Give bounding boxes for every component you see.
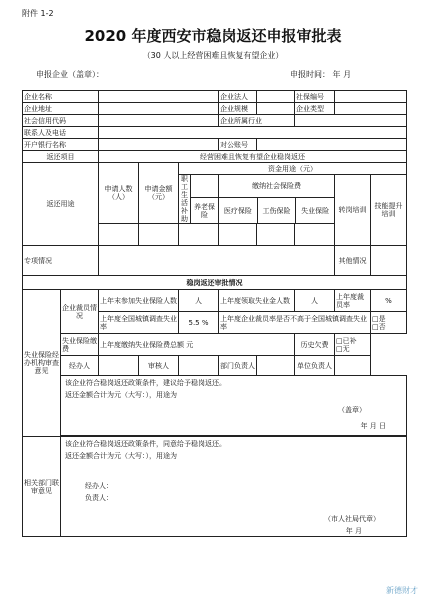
label-history: 历史欠费: [295, 334, 335, 356]
label-city-rate: 上年度全国城镇调查失业率: [99, 312, 179, 334]
label-unemp-paid: 失业保险缴费: [61, 334, 99, 356]
label-bank-name: 开户银行名称: [23, 139, 99, 151]
value-company-type[interactable]: [335, 103, 407, 115]
value-company-name[interactable]: [99, 91, 219, 103]
label-public-account: 对公账号: [219, 139, 257, 151]
checkbox-yes[interactable]: □是: [372, 314, 386, 323]
date-2: 年 月: [345, 527, 362, 535]
label-related-dept: 相关部门联审意见: [23, 437, 61, 537]
label-apply-amount: 申请金额（元）: [139, 163, 179, 224]
value-apply-amount[interactable]: [139, 224, 179, 246]
label-company-type: 企业类型: [295, 103, 335, 115]
page-subtitle: （30 人以上经营困难且恢复有望企业）: [142, 51, 284, 60]
label-company-name: 企业名称: [23, 91, 99, 103]
value-legal-person[interactable]: [257, 91, 295, 103]
label-legal-person: 企业法人: [219, 91, 257, 103]
value-industry[interactable]: [295, 115, 407, 127]
label-dept-head: 部门负责人: [219, 356, 257, 376]
value-unemp-paid: 上年度缴纳失业保险费总额 元: [99, 334, 295, 356]
label-prev-layoff-count: 上年度领取失业金人数: [219, 290, 295, 312]
label-contact-phone: 联系人及电话: [23, 127, 99, 139]
value-return-item: 经营困难且恢复有望企业稳岗返还: [99, 151, 407, 163]
approval-form: [22, 90, 407, 537]
value-injury[interactable]: [257, 224, 295, 246]
value-bank-name[interactable]: [99, 139, 219, 151]
label-return-use: 返还用途: [23, 163, 99, 246]
value-staff-subsidy[interactable]: [179, 224, 219, 246]
watermark: 新德财才: [386, 586, 418, 595]
value-credit-code[interactable]: [99, 115, 219, 127]
value-reviewer[interactable]: [179, 356, 219, 376]
label-medical: 医疗保险: [219, 198, 258, 223]
value-special-case[interactable]: [99, 246, 335, 276]
label-social-fee: 缴纳社会保险费: [252, 182, 301, 190]
annex-label: 附件 1-2: [22, 9, 54, 18]
page-title: 2020 年度西安市稳岗返还申报审批表: [84, 27, 342, 45]
label-company-scale: 企业规模: [219, 103, 257, 115]
value-dept-head[interactable]: [257, 356, 295, 376]
opinion2-line1: 该企业符合稳岗返还政策条件，同意给予稳岗返还。: [65, 440, 226, 448]
value-company-scale[interactable]: [257, 103, 295, 115]
label-layoff-info: 企业裁员情况: [61, 290, 99, 334]
label-prev-layoff-rate: 上年度裁员率: [335, 290, 371, 312]
opinion2-line2: 返还金额合计为元（大写：），用途为: [65, 452, 177, 460]
value-contact-phone[interactable]: [99, 127, 407, 139]
label-staff-subsidy: 职工生活补助: [179, 175, 191, 223]
unit-person-2: 人: [295, 290, 335, 312]
label-pension: 养老保险: [191, 197, 218, 223]
value-other-case[interactable]: [371, 246, 407, 276]
seal-1: （盖章）: [338, 406, 366, 414]
date-1: 年 月 日: [360, 422, 386, 430]
label-unit-head: 单位负责人: [295, 356, 335, 376]
label-injury: 工伤保险: [258, 198, 297, 223]
value-city-rate: 5.5 %: [179, 312, 219, 334]
value-applicants[interactable]: [99, 224, 139, 246]
value-social-security-no[interactable]: [335, 91, 407, 103]
opinion1-line2: 返还金额合计为元（大写：），用途为: [65, 391, 177, 399]
unit-person-1: 人: [179, 290, 219, 312]
value-company-address[interactable]: [99, 103, 219, 115]
value-unit-head[interactable]: [335, 356, 371, 376]
section-title: 稳岗返还审批情况: [23, 276, 407, 290]
label-transfer-training: 转岗培训: [335, 175, 371, 246]
handler-2: 经办人：: [85, 482, 113, 490]
label-credit-code: 社会信用代码: [23, 115, 99, 127]
unit-percent: %: [371, 290, 407, 312]
label-special-case: 专项情况: [23, 246, 99, 276]
label-unemployment: 失业保险: [301, 206, 330, 215]
label-industry: 企业所属行业: [219, 115, 295, 127]
label-fund-use: 资金用途（元）: [179, 163, 407, 175]
seal-2: （市人社局代章）: [324, 515, 380, 523]
label-return-item: 返还项目: [23, 151, 99, 163]
label-social-security-no: 社保编号: [295, 91, 335, 103]
label-reviewer: 审核人: [139, 356, 179, 376]
applicant-line: 申报企业（盖章）：: [36, 70, 104, 79]
checkbox-no[interactable]: □否: [372, 322, 386, 331]
owner-2: 负责人：: [85, 494, 113, 502]
label-handler: 经办人: [61, 356, 99, 376]
opinion1-line1: 该企业符合稳岗返还政策条件，建议给予稳岗返还。: [65, 379, 226, 387]
label-skill-training: 技能提升培训: [371, 175, 407, 246]
label-other-case: 其他情况: [335, 246, 371, 276]
value-medical[interactable]: [219, 224, 257, 246]
value-unemployment[interactable]: [295, 224, 335, 246]
label-company-address: 企业地址: [23, 103, 99, 115]
label-applicants: 申请人数（人）: [99, 163, 139, 224]
checkbox-paid[interactable]: □已补: [336, 336, 357, 345]
label-unemp-agency: 失业保险经办机构审查意见: [23, 290, 61, 437]
value-public-account[interactable]: [257, 139, 407, 151]
value-handler[interactable]: [99, 356, 139, 376]
label-prev-unemp-count: 上年末参加失业保险人数: [99, 290, 179, 312]
label-rate-compare: 上年度企业裁员率是否不高于全国城镇调查失业率: [219, 312, 371, 334]
checkbox-none[interactable]: □无: [336, 344, 350, 353]
date-line: 申报时间： 年 月: [290, 70, 352, 79]
